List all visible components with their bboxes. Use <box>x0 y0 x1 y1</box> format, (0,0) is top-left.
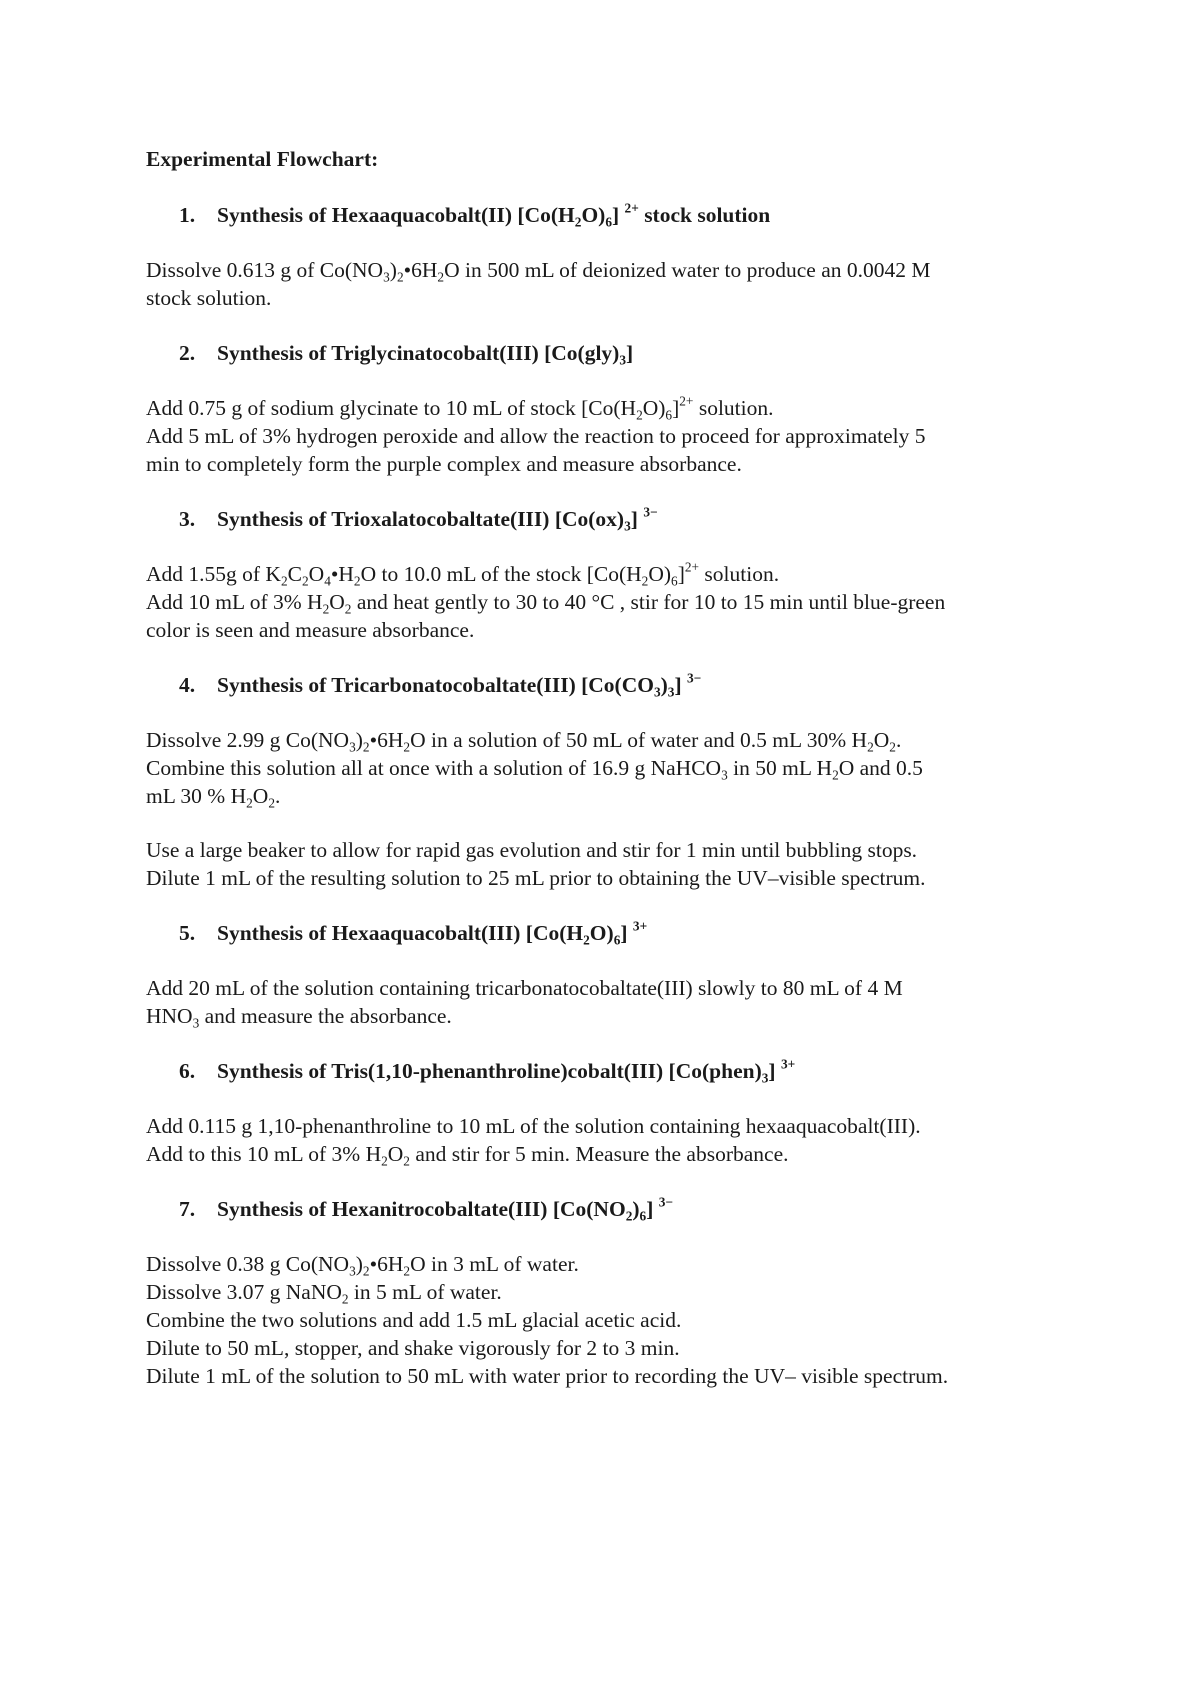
subscript: 3 <box>667 684 675 700</box>
paragraph-line <box>146 1362 1106 1390</box>
subscript: 6 <box>671 573 678 589</box>
text-run: O) <box>581 203 606 227</box>
text-run: ] <box>626 341 634 365</box>
text-run: and measure the absorbance. <box>199 1004 452 1028</box>
subscript: 3 <box>192 1015 200 1031</box>
subscript: 2 <box>396 269 404 285</box>
subscript: 2 <box>403 1263 411 1279</box>
procedure-section <box>146 1056 1106 1168</box>
paragraph-line <box>146 726 1106 754</box>
text-run: O <box>329 590 345 614</box>
subscript: 6 <box>639 1208 647 1224</box>
text-run: O <box>308 562 325 586</box>
subscript: 2 <box>641 573 649 589</box>
section-number: 4. <box>179 673 196 697</box>
subscript: 2 <box>322 601 330 617</box>
text-run: min to completely form the purple complex and measure absorbance. <box>146 452 742 476</box>
section-heading-text <box>217 1194 1106 1224</box>
procedure-paragraph <box>146 726 1106 810</box>
subscript: 3 <box>349 739 356 755</box>
paragraph-line <box>146 1002 1106 1030</box>
procedure-paragraph <box>146 1250 1106 1390</box>
text-run: Dilute 1 mL of the solution to 50 mL with water prior to recording the UV– visible spectrum. <box>146 1364 949 1388</box>
text-run: color is seen and measure absorbance. <box>146 618 475 642</box>
text-run: ) <box>355 728 363 752</box>
subscript: 6 <box>665 407 673 423</box>
text-run: ] <box>672 396 680 420</box>
section-heading <box>146 1056 1106 1086</box>
paragraph-line <box>146 284 1106 312</box>
paragraph-line <box>146 754 1106 782</box>
superscript: 3− <box>687 670 702 686</box>
paragraph-line <box>146 616 1106 644</box>
superscript: 2+ <box>684 559 700 575</box>
procedure-section <box>146 918 1106 1030</box>
text-run: O) <box>589 921 614 945</box>
subscript: 2 <box>867 739 874 755</box>
text-run: Synthesis of Hexaaquacobalt(III) [Co(H <box>217 921 584 945</box>
subscript: 3 <box>349 1263 356 1279</box>
paragraph-line <box>146 1306 1106 1334</box>
section-heading-text <box>217 918 1106 948</box>
text-run: Dissolve 3.07 g NaNO <box>146 1280 342 1304</box>
text-run: •6H <box>369 1252 404 1276</box>
subscript: 2 <box>362 739 370 755</box>
text-run: Dilute to 50 mL, stopper, and shake vigorously for 2 to 3 min. <box>146 1336 680 1360</box>
subscript: 2 <box>381 1153 388 1169</box>
text-run: Add 0.75 g of sodium glycinate to 10 mL of stock [Co(H <box>146 396 637 420</box>
text-run: Combine this solution all at once with a solution of 16.9 g NaHCO <box>146 756 722 780</box>
text-run: solution. <box>699 562 780 586</box>
text-run: ] <box>674 673 688 697</box>
subscript: 6 <box>605 214 612 230</box>
paragraph-line <box>146 1334 1106 1362</box>
section-heading <box>146 1194 1106 1224</box>
paragraph-line <box>146 1250 1106 1278</box>
subscript: 2 <box>246 795 253 811</box>
section-number: 1. <box>179 203 196 227</box>
text-run: Dissolve 0.613 g of Co(NO <box>146 258 384 282</box>
text-run: Add to this 10 mL of 3% H <box>146 1142 382 1166</box>
text-run: O) <box>648 562 672 586</box>
text-run: Synthesis of Tricarbonatocobaltate(III) [Co(CO <box>217 673 654 697</box>
subscript: 2 <box>362 1263 370 1279</box>
subscript: 3 <box>383 269 390 285</box>
subscript: 2 <box>341 1291 349 1307</box>
text-run: •6H <box>369 728 404 752</box>
text-run: Dissolve 2.99 g Co(NO <box>146 728 350 752</box>
section-number: 2. <box>179 341 196 365</box>
text-run: Add 10 mL of 3% H <box>146 590 323 614</box>
paragraph-line <box>146 974 1106 1002</box>
section-heading <box>146 918 1106 948</box>
paragraph-line <box>146 588 1106 616</box>
text-run: ] <box>630 507 644 531</box>
section-heading-text <box>217 1056 1106 1086</box>
section-heading <box>146 504 1106 534</box>
text-run: Add 20 mL of the solution containing tricarbonatocobaltate(III) slowly to 80 mL of 4 M <box>146 976 903 1000</box>
paragraph-line <box>146 256 1106 284</box>
text-run: O in a solution of 50 mL of water and 0.5 mL 30% H <box>410 728 868 752</box>
text-run: mL 30 % H <box>146 784 247 808</box>
text-run: Add 0.115 g 1,10-phenanthroline to 10 mL of the solution containing hexaaquacobalt(III). <box>146 1114 921 1138</box>
subscript: 2 <box>583 932 590 948</box>
paragraph-line <box>146 864 1106 892</box>
subscript: 3 <box>624 518 631 534</box>
subscript: 2 <box>625 1208 633 1224</box>
superscript: 3− <box>643 504 658 520</box>
text-run: . <box>275 784 281 808</box>
text-run: stock solution. <box>146 286 272 310</box>
subscript: 2 <box>832 767 839 783</box>
text-run: O <box>252 784 269 808</box>
text-run: O <box>387 1142 404 1166</box>
subscript: 2 <box>574 214 582 230</box>
text-run: ] <box>620 921 633 945</box>
text-run: Dilute 1 mL of the resulting solution to 25 mL prior to obtaining the UV–visible spectrum. <box>146 866 926 890</box>
text-run: C <box>287 562 302 586</box>
procedure-section <box>146 504 1106 644</box>
superscript: 2+ <box>624 200 639 216</box>
text-run: and heat gently to 30 to 40 °C , stir for 10 to 15 min until blue-green <box>351 590 946 614</box>
text-run: Synthesis of Hexaaquacobalt(II) [Co(H <box>217 203 575 227</box>
text-run: . <box>895 728 902 752</box>
text-run: ] <box>646 1197 659 1221</box>
superscript: 2+ <box>679 393 694 409</box>
procedure-section <box>146 200 1106 312</box>
text-run: ) <box>660 673 668 697</box>
section-heading <box>146 670 1106 700</box>
document-title: Experimental Flowchart: <box>146 147 379 171</box>
paragraph-line <box>146 1112 1106 1140</box>
text-run: ] <box>612 203 625 227</box>
text-run: O) <box>642 396 666 420</box>
subscript: 3 <box>619 352 626 368</box>
text-run: Synthesis of Tris(1,10-phenanthroline)cobalt(III) [Co(phen) <box>217 1059 762 1083</box>
procedure-section <box>146 1194 1106 1390</box>
section-heading <box>146 200 1106 230</box>
text-run: •H <box>330 562 354 586</box>
text-run: O in 500 mL of deionized water to produce an 0.0042 M <box>444 258 931 282</box>
superscript: 3+ <box>780 1056 796 1072</box>
text-run: stock solution <box>638 203 771 227</box>
subscript: 2 <box>268 795 275 811</box>
text-run: ) <box>355 1252 363 1276</box>
text-run: in 50 mL H <box>727 756 833 780</box>
paragraph-line <box>146 394 1106 422</box>
paragraph-line <box>146 422 1106 450</box>
subscript: 2 <box>889 739 896 755</box>
text-run: Synthesis of Triglycinatocobalt(III) [Co(gly) <box>217 341 620 365</box>
text-run: •6H <box>403 258 438 282</box>
section-heading-text <box>217 504 1106 534</box>
subscript: 3 <box>761 1070 769 1086</box>
paragraph-line <box>146 836 1106 864</box>
section-heading-text <box>217 200 1106 230</box>
procedure-section <box>146 338 1106 478</box>
procedure-paragraph <box>146 836 1106 892</box>
subscript: 2 <box>437 269 445 285</box>
procedure-paragraph <box>146 394 1106 478</box>
text-run: Synthesis of Hexanitrocobaltate(III) [Co(NO <box>217 1197 626 1221</box>
subscript: 2 <box>344 601 352 617</box>
section-number: 6. <box>179 1059 196 1083</box>
section-number: 3. <box>179 507 196 531</box>
text-run: Add 1.55g of K <box>146 562 281 586</box>
paragraph-line <box>146 560 1106 588</box>
section-heading <box>146 338 1106 368</box>
text-run: Combine the two solutions and add 1.5 mL glacial acetic acid. <box>146 1308 682 1332</box>
text-run: HNO <box>146 1004 193 1028</box>
subscript: 3 <box>653 684 661 700</box>
subscript: 2 <box>280 573 288 589</box>
superscript: 3+ <box>632 918 648 934</box>
subscript: 2 <box>636 407 643 423</box>
text-run: ] <box>677 562 685 586</box>
subscript: 4 <box>324 573 331 589</box>
procedure-paragraph <box>146 560 1106 644</box>
text-run: O <box>873 728 890 752</box>
text-run: and stir for 5 min. Measure the absorbance. <box>409 1142 789 1166</box>
subscript: 2 <box>403 1153 410 1169</box>
text-run: O to 10.0 mL of the stock [Co(H <box>360 562 642 586</box>
procedure-section <box>146 670 1106 892</box>
paragraph-line <box>146 782 1106 810</box>
subscript: 2 <box>353 573 361 589</box>
text-run: ) <box>389 258 397 282</box>
sections-container <box>146 200 1106 1390</box>
text-run: ] <box>768 1059 781 1083</box>
text-run: O and 0.5 <box>838 756 923 780</box>
document-page <box>146 144 1106 1416</box>
text-run: O in 3 mL of water. <box>410 1252 579 1276</box>
paragraph-line <box>146 450 1106 478</box>
text-run: Add 5 mL of 3% hydrogen peroxide and allow the reaction to proceed for approximately 5 <box>146 424 926 448</box>
procedure-paragraph <box>146 974 1106 1030</box>
section-heading-text <box>217 670 1106 700</box>
paragraph-line <box>146 1278 1106 1306</box>
procedure-paragraph <box>146 256 1106 312</box>
section-number: 5. <box>179 921 196 945</box>
paragraph-line <box>146 1140 1106 1168</box>
text-run: in 5 mL of water. <box>348 1280 502 1304</box>
subscript: 3 <box>721 767 728 783</box>
text-run: solution. <box>693 396 774 420</box>
superscript: 3− <box>658 1194 674 1210</box>
text-run: ) <box>632 1197 640 1221</box>
subscript: 6 <box>613 932 621 948</box>
text-run: Dissolve 0.38 g Co(NO <box>146 1252 350 1276</box>
procedure-paragraph <box>146 1112 1106 1168</box>
section-heading-text <box>217 338 1106 368</box>
text-run: Synthesis of Trioxalatocobaltate(III) [Co(ox) <box>217 507 625 531</box>
text-run: Use a large beaker to allow for rapid gas evolution and stir for 1 min until bubbling stops. <box>146 838 918 862</box>
subscript: 2 <box>403 739 411 755</box>
section-number: 7. <box>179 1197 196 1221</box>
subscript: 2 <box>301 573 309 589</box>
